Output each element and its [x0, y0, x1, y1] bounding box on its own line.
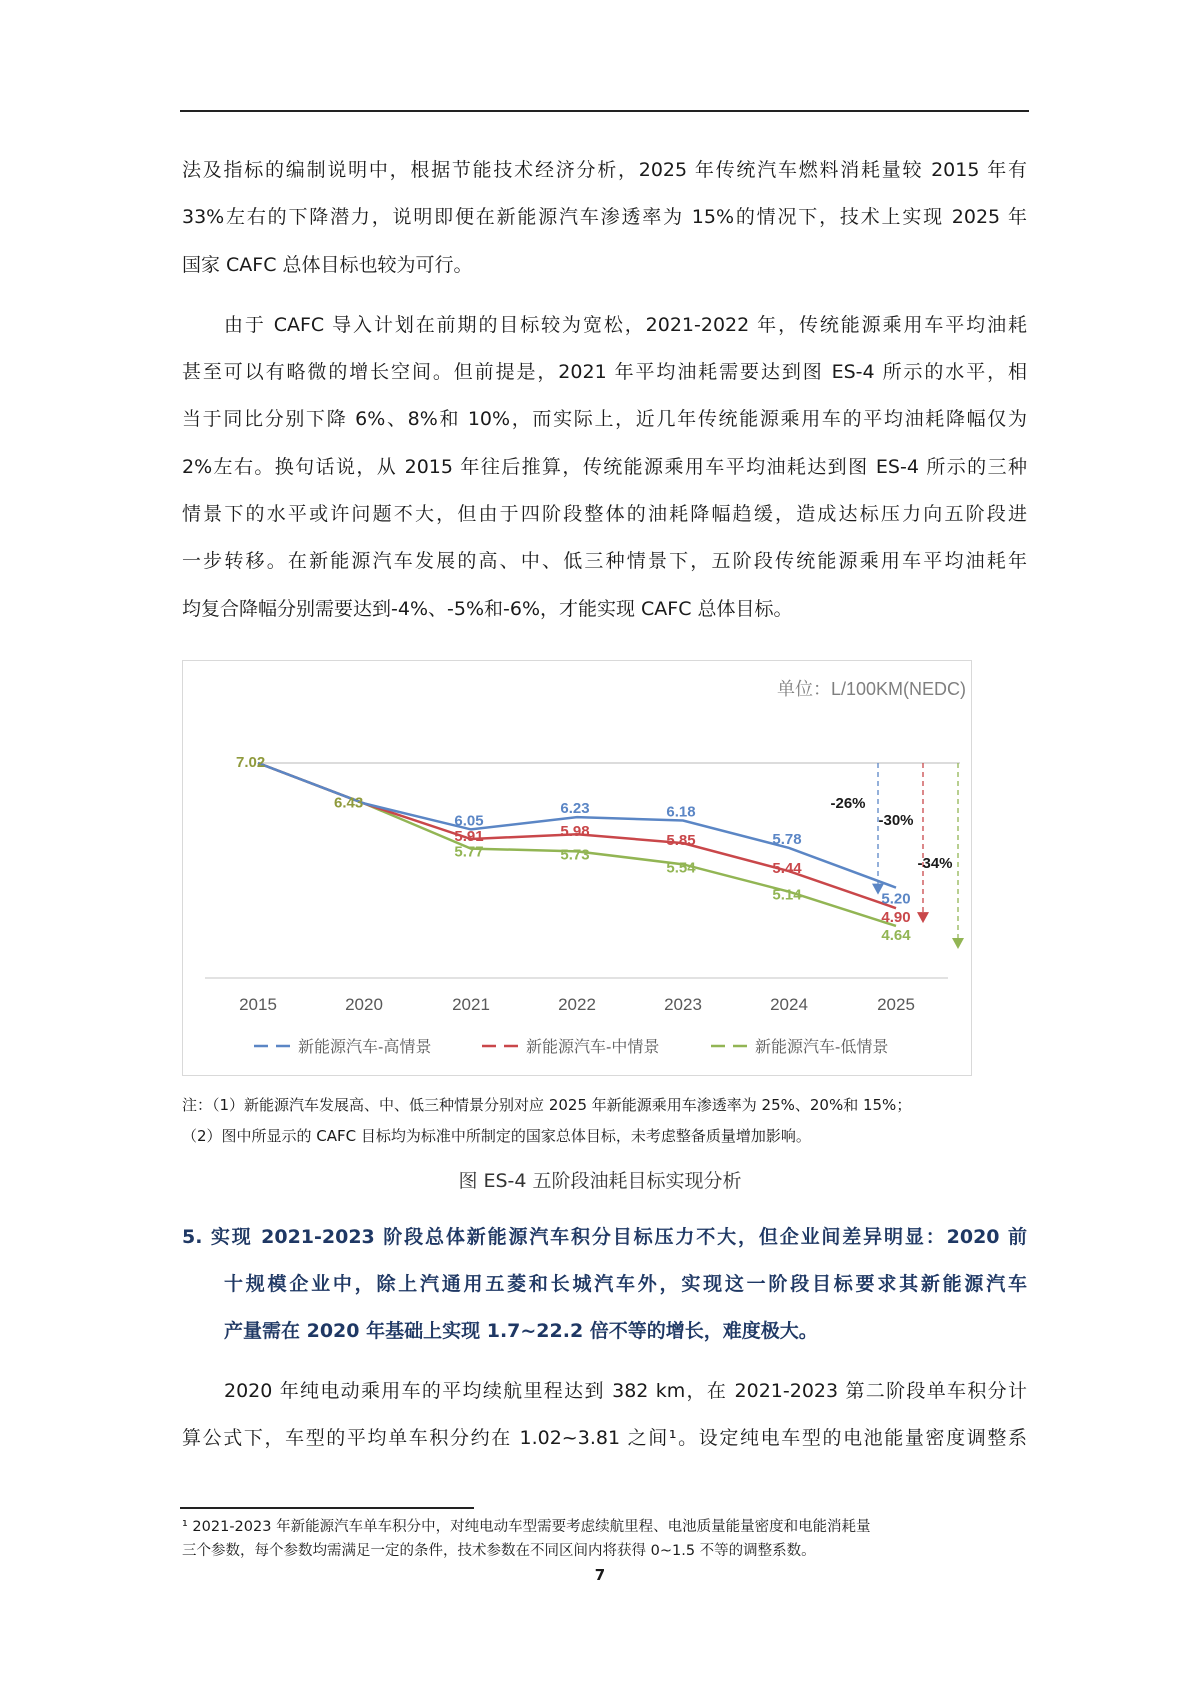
text-line: 情景下的水平或许问题不大，但由于四阶段整体的油耗降幅趋缓，造成达标压力向五阶段进 [182, 503, 1027, 525]
legend-label: 新能源汽车-高情景 [298, 1039, 432, 1056]
figure-caption: 图 ES-4 五阶段油耗目标实现分析 [458, 1170, 742, 1192]
x-tick-label: 2015 [239, 995, 277, 1014]
footnote-line: 三个参数，每个参数均需满足一定的条件，技术参数在不同区间内将获得 0~1.5 不等的调整系数。 [182, 1543, 816, 1559]
x-tick-label: 2022 [558, 995, 596, 1014]
x-tick-label: 2021 [452, 995, 490, 1014]
data-label: 5.98 [560, 823, 590, 841]
x-tick-label: 2024 [770, 995, 808, 1014]
footnote-rule [180, 1507, 474, 1509]
page-number: 7 [594, 1566, 606, 1584]
text-line: 一步转移。在新能源汽车发展的高、中、低三种情景下，五阶段传统能源乘用车平均油耗年 [182, 550, 1027, 572]
data-label: 4.64 [881, 926, 911, 944]
data-label: 5.77 [454, 843, 484, 861]
x-tick-label: 2025 [877, 995, 915, 1014]
x-tick-label: 2020 [345, 995, 383, 1014]
data-label: 4.90 [881, 909, 911, 927]
footnote-line: ¹ 2021-2023 年新能源汽车单车积分中，对纯电动车型需要考虑续航里程、电池质量能量密度和电能消耗量 [182, 1519, 871, 1535]
heading-line: 5. 实现 2021-2023 阶段总体新能源汽车积分目标压力不大，但企业间差异明显：2020 前 [182, 1226, 1027, 1248]
text-line: 均复合降幅分别需要达到-4%、-5%和-6%，才能实现 CAFC 总体目标。 [182, 598, 793, 620]
reduction-annotation: -34% [917, 855, 953, 872]
text-line: 2020 年纯电动乘用车的平均续航里程达到 382 km，在 2021-2023 第二阶段单车积分计 [224, 1380, 1027, 1402]
text-line: 由于 CAFC 导入计划在前期的目标较为宽松，2021-2022 年，传统能源乘用车平均油耗 [224, 314, 1027, 336]
data-label: 6.18 [666, 803, 696, 821]
text-line: 算公式下，车型的平均单车积分约在 1.02~3.81 之间¹。设定纯电车型的电池能量密度调整系 [182, 1427, 1027, 1449]
unit-label: 单位：L/100KM(NEDC) [776, 679, 966, 699]
data-label: 5.54 [666, 859, 696, 877]
data-label: 5.91 [454, 828, 484, 846]
heading-line: 十规模企业中，除上汽通用五菱和长城汽车外，实现这一阶段目标要求其新能源汽车 [224, 1273, 1027, 1295]
x-tick-label: 2023 [664, 995, 702, 1014]
data-label: 5.14 [772, 886, 802, 904]
arrowhead-icon [952, 938, 964, 949]
text-line: 法及指标的编制说明中，根据节能技术经济分析，2025 年传统汽车燃料消耗量较 2015 年有 [182, 159, 1027, 181]
figure-note: （2）图中所显示的 CAFC 目标均为标准中所制定的国家总体目标，未考虑整备质量增加影响。 [182, 1127, 811, 1145]
heading-line: 产量需在 2020 年基础上实现 1.7~22.2 倍不等的增长，难度极大。 [224, 1320, 818, 1342]
text-line: 2%左右。换句话说，从 2015 年往后推算，传统能源乘用车平均油耗达到图 ES-4 所示的三种 [182, 456, 1027, 478]
text-line: 国家 CAFC 总体目标也较为可行。 [182, 254, 473, 276]
data-label: 6.23 [560, 800, 590, 818]
data-label: 6.05 [454, 812, 484, 830]
reduction-annotation: -30% [878, 812, 914, 829]
text-line: 当于同比分别下降 6%、8%和 10%，而实际上，近几年传统能源乘用车的平均油耗降幅仅为 [182, 408, 1027, 430]
data-label: 5.78 [772, 830, 802, 848]
data-label: 5.20 [881, 890, 911, 908]
reduction-annotation: -26% [830, 795, 866, 812]
legend-label: 新能源汽车-中情景 [526, 1039, 660, 1056]
data-label: 5.44 [772, 860, 802, 878]
text-line: 甚至可以有略微的增长空间。但前提是，2021 年平均油耗需要达到图 ES-4 所示的水平，相 [182, 361, 1027, 383]
text-line: 33%左右的下降潜力，说明即便在新能源汽车渗透率为 15%的情况下，技术上实现 2025 年 [182, 206, 1027, 228]
data-label: 5.73 [560, 846, 590, 864]
data-label: 7.02 [236, 754, 266, 771]
data-label: 5.85 [666, 832, 696, 850]
figure-note: 注：（1）新能源汽车发展高、中、低三种情景分别对应 2025 年新能源乘用车渗透率为 25%、20%和 15%； [182, 1096, 912, 1114]
data-label: 6.43 [334, 794, 364, 812]
legend-label: 新能源汽车-低情景 [755, 1039, 889, 1056]
arrowhead-icon [917, 912, 929, 923]
